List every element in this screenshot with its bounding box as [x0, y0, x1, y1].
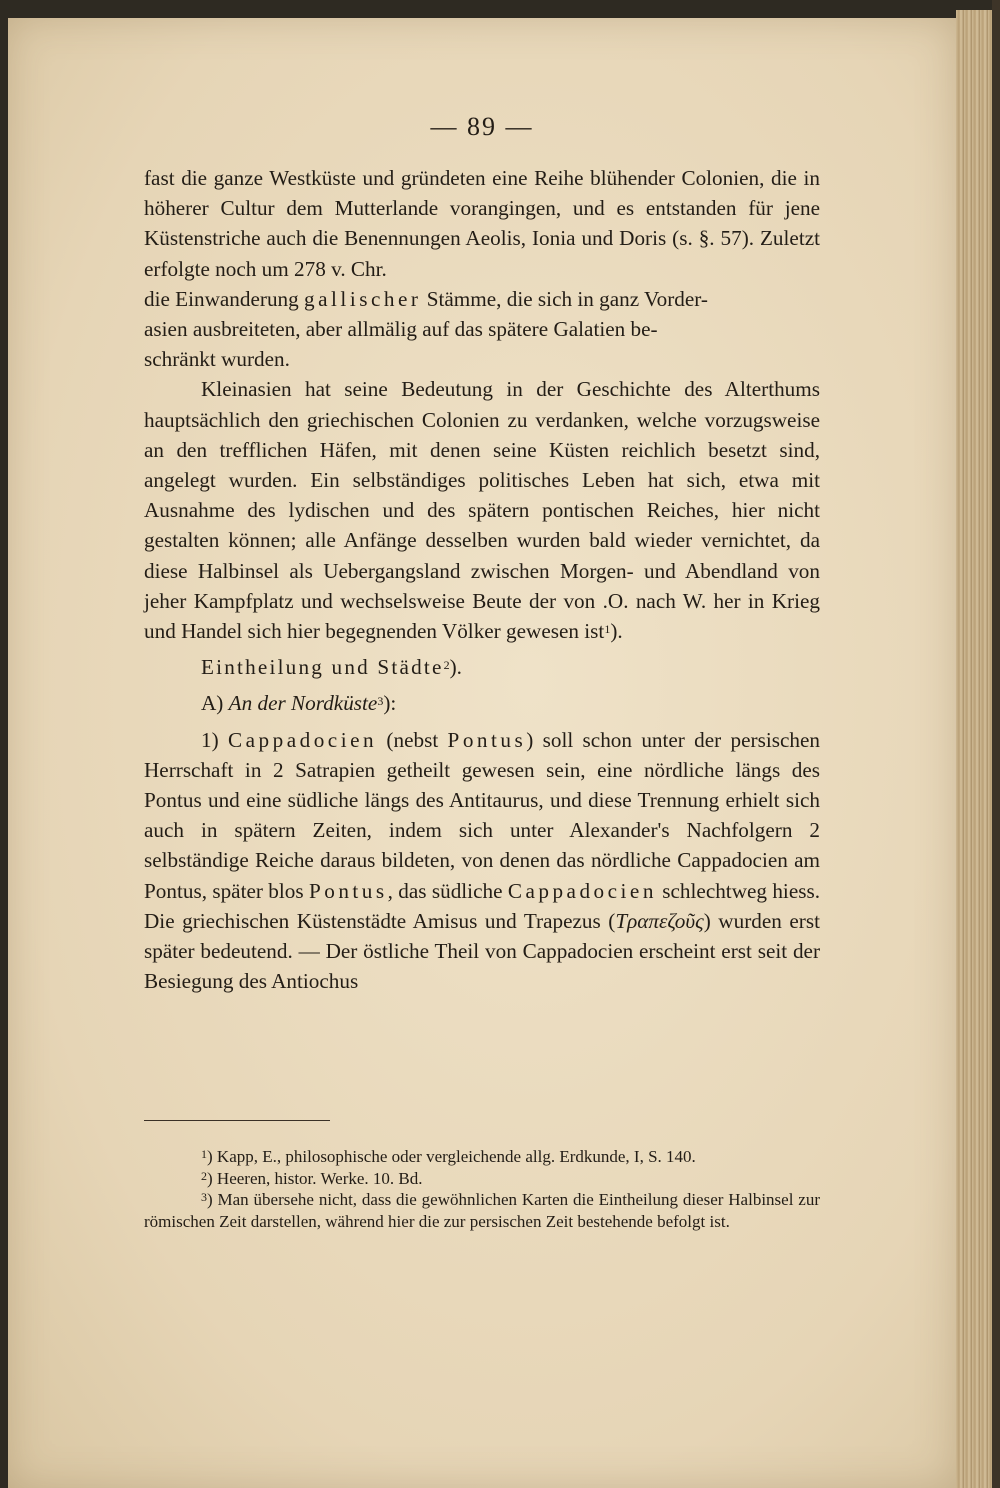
subsection-end: ):	[383, 691, 397, 716]
section-heading	[144, 652, 820, 682]
paragraph-3-text: ) soll schon unter der persischen Herrschaft in 2 Satrapien getheilt gewesen sein, eine nördliche längs des Pontus und eine südliche längs des Antitaurus, und diese Trennung erhielt sich auch in spätern Zeiten, indem sich unter Alexander's Nachfolgern 2 selbständige Reiche daraus bildeten, von denen das nördliche Cappadocien am Pontus, später blos	[144, 727, 820, 903]
footnote-2	[144, 1168, 820, 1190]
footnote-ref: 1	[604, 622, 611, 637]
paragraph-1-line: asien ausbreiteten, aber allmälig auf das spätere Galatien be-	[144, 317, 658, 342]
footnotes	[144, 1146, 820, 1232]
footnote-ref: 2	[443, 658, 450, 673]
spaced-word: Cappadocien	[227, 727, 378, 752]
paragraph-2-end: ).	[610, 619, 623, 644]
footnote-rule	[144, 1120, 330, 1121]
paragraph-2-text: Kleinasien hat seine Bedeutung in der Geschichte des Alterthums hauptsächlich den griechischen Colonien zu verdanken, welche vorzugsweise an den trefflichen Häfen, mit denen seine Küsten reichlich besetzt sind, angelegt wurden. Ein selbständiges politisches Leben hat sich, etwa mit Ausnahme des lydischen und des spätern pontischen Reiches, hier nicht gestalten können; alle Anfänge desselben wurden bald wieder vernichtet, da diese Halbinsel als Uebergangsland zwischen Morgen- und Abendland von jeher Kampfplatz und wechselsweise Beute der von .O. nach W. her in Krieg und Handel sich hier begegnenden Völker gewesen ist	[144, 377, 820, 644]
paragraph-3-text: , das südliche	[387, 878, 508, 903]
footnote-text: ) Man übersehe nicht, dass die gewöhnlichen Karten die Eintheilung dieser Halbinsel zur römischen Zeit darstellen, während hier die zur persischen Zeit bestehende befolgt ist.	[144, 1190, 820, 1231]
spaced-word: Pontus	[447, 727, 527, 752]
spaced-word: gallischer	[304, 286, 422, 311]
paragraph-1-line: fast die ganze Westküste und gründeten eine Reihe blühender	[144, 166, 675, 190]
page-number: — 89 —	[430, 112, 534, 141]
heading-text: Eintheilung und Städte	[201, 655, 444, 680]
paragraph-1-text: Stämme, die sich in ganz Vorder-	[421, 286, 708, 311]
paragraph-1-text: die Einwanderung	[144, 286, 305, 311]
paragraph-3	[144, 725, 820, 997]
paragraph-3-text: (nebst	[377, 727, 448, 752]
heading-end: ).	[449, 655, 462, 680]
footnote-text: ) Heeren, histor. Werke. 10. Bd.	[207, 1168, 423, 1188]
book-spine-shadow	[992, 0, 1000, 1488]
paragraph-1-line: Ionia und Doris (s. §. 57). Zuletzt erfolgte noch um 278 v. Chr.	[144, 226, 820, 281]
subsection-prefix: A)	[201, 691, 229, 716]
subsection-title: An der Nordküste	[228, 691, 378, 716]
spaced-word: Cappadocien	[507, 878, 657, 903]
footnote-3	[144, 1189, 820, 1232]
paragraph-3-text: schlechtweg hiess. Die griechischen Küstenstädte Amisus und Trapezus (	[144, 878, 821, 933]
footnote-text: ) Kapp, E., philosophische oder vergleichende allg. Erdkunde, I, S. 140.	[207, 1147, 696, 1166]
paragraph-1-line: es entstanden für jene Küstenstriche auch die Benennungen Aeolis,	[144, 196, 820, 251]
paragraph-1	[144, 163, 820, 374]
paragraph-1-line: schränkt wurden.	[144, 347, 290, 372]
spaced-word: Pontus	[308, 878, 388, 903]
paragraph-2	[144, 374, 820, 646]
footnote-mark: 1	[201, 1147, 207, 1161]
footnote-ref: 3	[377, 694, 384, 709]
main-text	[144, 163, 820, 996]
paragraph-3-text: 1)	[201, 727, 228, 752]
paragraph-1-line: Colonien, die in höherer Cultur dem Mutterlande vorangingen, und	[144, 166, 820, 221]
footnote-mark: 2	[201, 1168, 207, 1183]
paragraph-3-text: ) wurden erst später bedeutend. — Der östliche Theil von Cappadocien erscheint erst seit der Besiegung des Antiochus	[144, 908, 820, 994]
footnote-mark: 3	[201, 1190, 207, 1204]
greek-word: Τραπεζοῦς	[615, 908, 704, 933]
footnote-1	[144, 1146, 820, 1168]
subsection-heading	[144, 688, 820, 718]
